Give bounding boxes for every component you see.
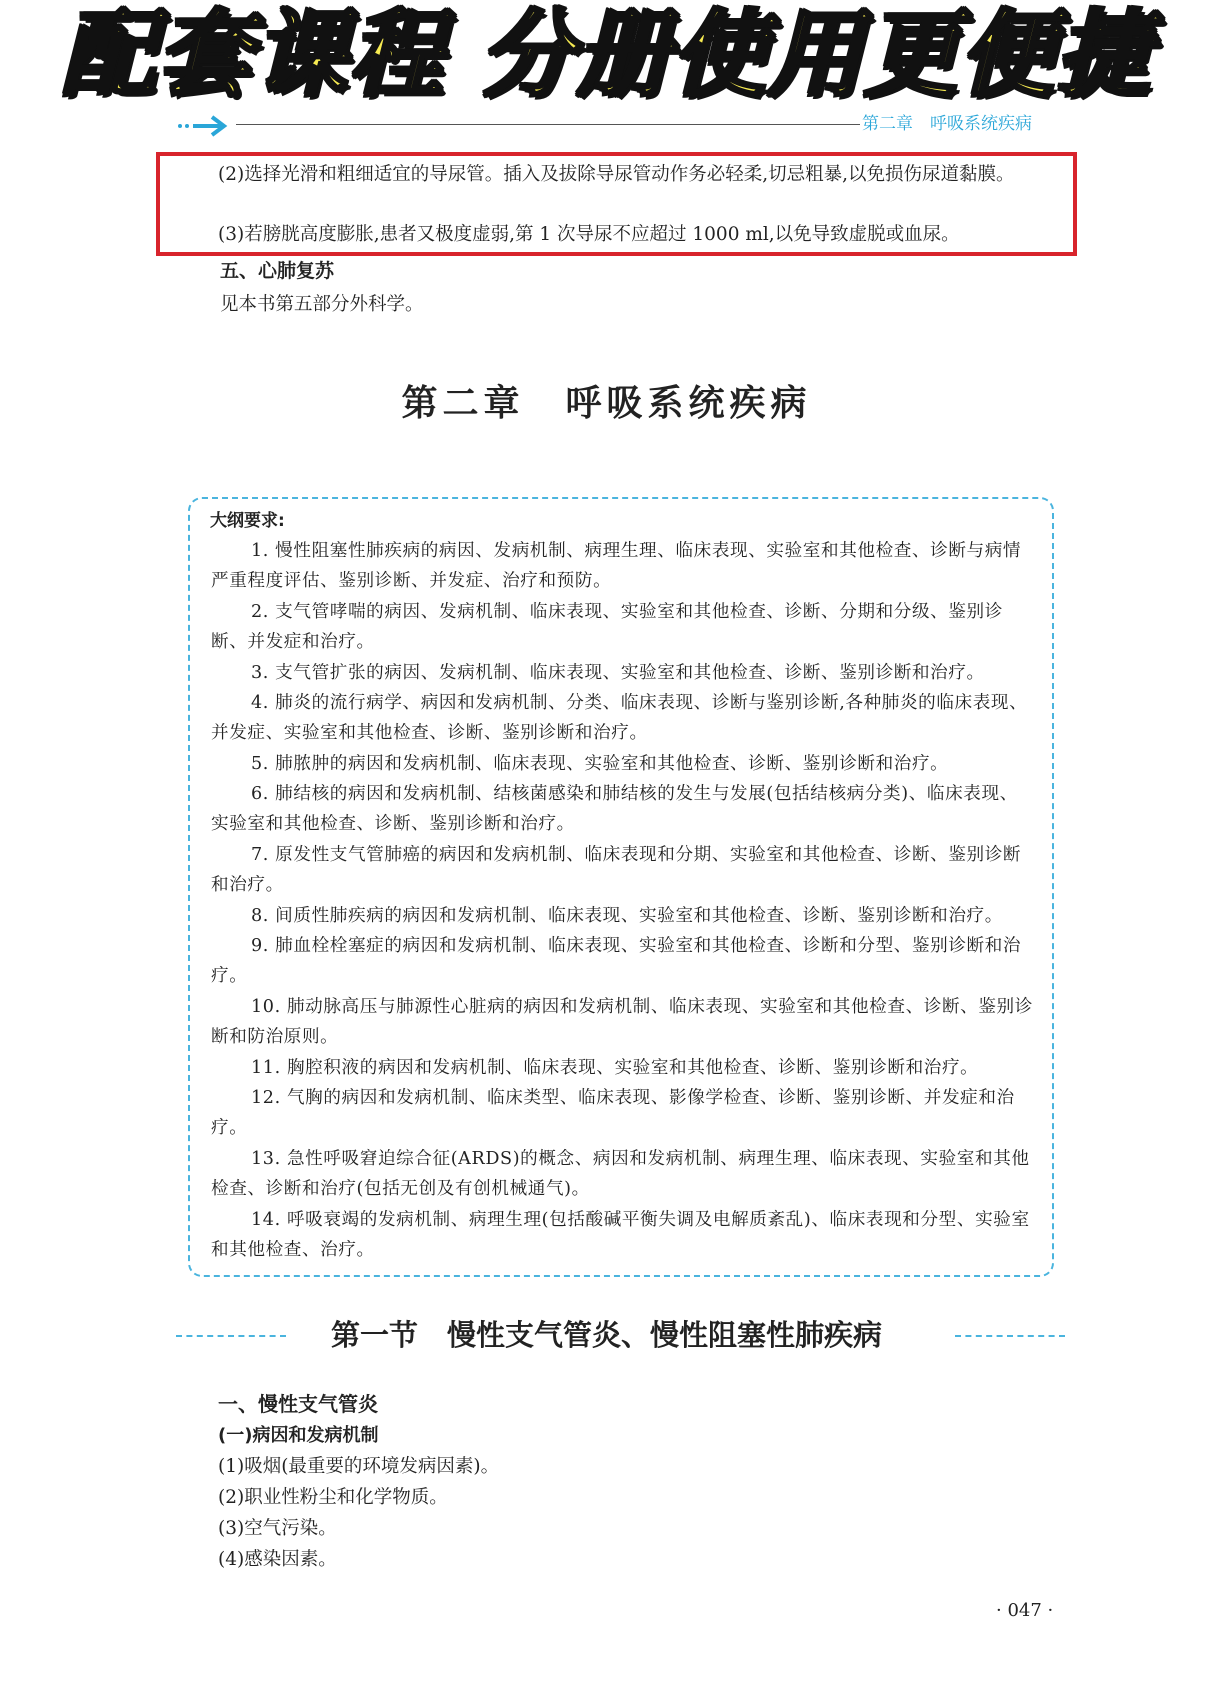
highlight-paragraph-3: (3)若膀胱高度膨胀,患者又极度虚弱,第 1 次导尿不应超过 1000 ml,以免导致虚脱或血尿。 [218, 224, 960, 245]
syllabus-item: 11. 胸腔积液的病因和发病机制、临床表现、实验室和其他检查、诊断、鉴别诊断和治疗。 [251, 1058, 979, 1078]
syllabus-item: 7. 原发性支气管肺癌的病因和发病机制、临床表现和分期、实验室和其他检查、诊断、鉴别诊断和治疗。 [211, 845, 1022, 896]
syllabus-item: 10. 肺动脉高压与肺源性心脏病的病因和发病机制、临床表现、实验室和其他检查、诊断、鉴别诊断和防治原则。 [211, 997, 1033, 1048]
syllabus-item: 12. 气胸的病因和发病机制、临床类型、临床表现、影像学检查、诊断、鉴别诊断、并发症和治疗。 [211, 1088, 1015, 1139]
highlight-paragraph-2: (2)选择光滑和粗细适宜的导尿管。插入及拔除导尿管动作务必轻柔,切忌粗暴,以免损伤尿道黏膜。 [218, 164, 1015, 185]
section-heading-cpr: 五、心肺复苏 [220, 260, 335, 282]
header-rule [236, 124, 860, 125]
chapter-title: 第二章 呼吸系统疾病 [401, 382, 812, 424]
etiology-item: (2)职业性粉尘和化学物质。 [218, 1487, 448, 1508]
syllabus-item: 4. 肺炎的流行病学、病因和发病机制、分类、临床表现、诊断与鉴别诊断,各种肺炎的临床表现、并发症、实验室和其他检查、诊断、鉴别诊断和治疗。 [211, 693, 1028, 744]
syllabus-item: 8. 间质性肺疾病的病因和发病机制、临床表现、实验室和其他检查、诊断、鉴别诊断和治疗。 [251, 906, 1003, 926]
promo-banner: 配套课程 分册使用更便捷 [61, 1, 1152, 110]
etiology-item: (3)空气污染。 [218, 1518, 337, 1539]
syllabus-item: 6. 肺结核的病因和发病机制、结核菌感染和肺结核的发生与发展(包括结核病分类)、临床表现、实验室和其他检查、诊断、鉴别诊断和治疗。 [211, 784, 1018, 835]
syllabus-item: 1. 慢性阻塞性肺疾病的病因、发病机制、病理生理、临床表现、实验室和其他检查、诊断与病情严重程度评估、鉴别诊断、并发症、治疗和预防。 [211, 541, 1022, 592]
syllabus-item: 9. 肺血栓栓塞症的病因和发病机制、临床表现、实验室和其他检查、诊断和分型、鉴别诊断和治疗。 [211, 936, 1022, 987]
page-number: · 047 · [996, 1600, 1054, 1621]
syllabus-item: 13. 急性呼吸窘迫综合征(ARDS)的概念、病因和发病机制、病理生理、临床表现、实验室和其他检查、诊断和治疗(包括无创及有创机械通气)。 [211, 1149, 1030, 1200]
subheading-etiology: (一)病因和发病机制 [218, 1425, 379, 1446]
etiology-item: (4)感染因素。 [218, 1549, 337, 1570]
running-head: 第二章 呼吸系统疾病 [862, 114, 1032, 134]
syllabus-item: 5. 肺脓肿的病因和发病机制、临床表现、实验室和其他检查、诊断、鉴别诊断和治疗。 [251, 754, 949, 774]
syllabus-item: 2. 支气管哮喘的病因、发病机制、临床表现、实验室和其他检查、诊断、分期和分级、鉴别诊断、并发症和治疗。 [211, 602, 1003, 653]
section-title: 第一节 慢性支气管炎、慢性阻塞性肺疾病 [330, 1318, 882, 1352]
syllabus-item: 14. 呼吸衰竭的发病机制、病理生理(包括酸碱平衡失调及电解质紊乱)、临床表现和分型、实验室和其他检查、治疗。 [211, 1210, 1030, 1261]
syllabus-title: 大纲要求: [210, 511, 285, 531]
syllabus-item: 3. 支气管扩张的病因、发病机制、临床表现、实验室和其他检查、诊断、鉴别诊断和治疗。 [251, 663, 985, 683]
arrow-right-icon [176, 114, 232, 138]
section-text-cpr: 见本书第五部分外科学。 [220, 294, 424, 315]
etiology-item: (1)吸烟(最重要的环境发病因素)。 [218, 1456, 500, 1477]
heading-chronic-bronchitis: 一、慢性支气管炎 [218, 1392, 378, 1416]
